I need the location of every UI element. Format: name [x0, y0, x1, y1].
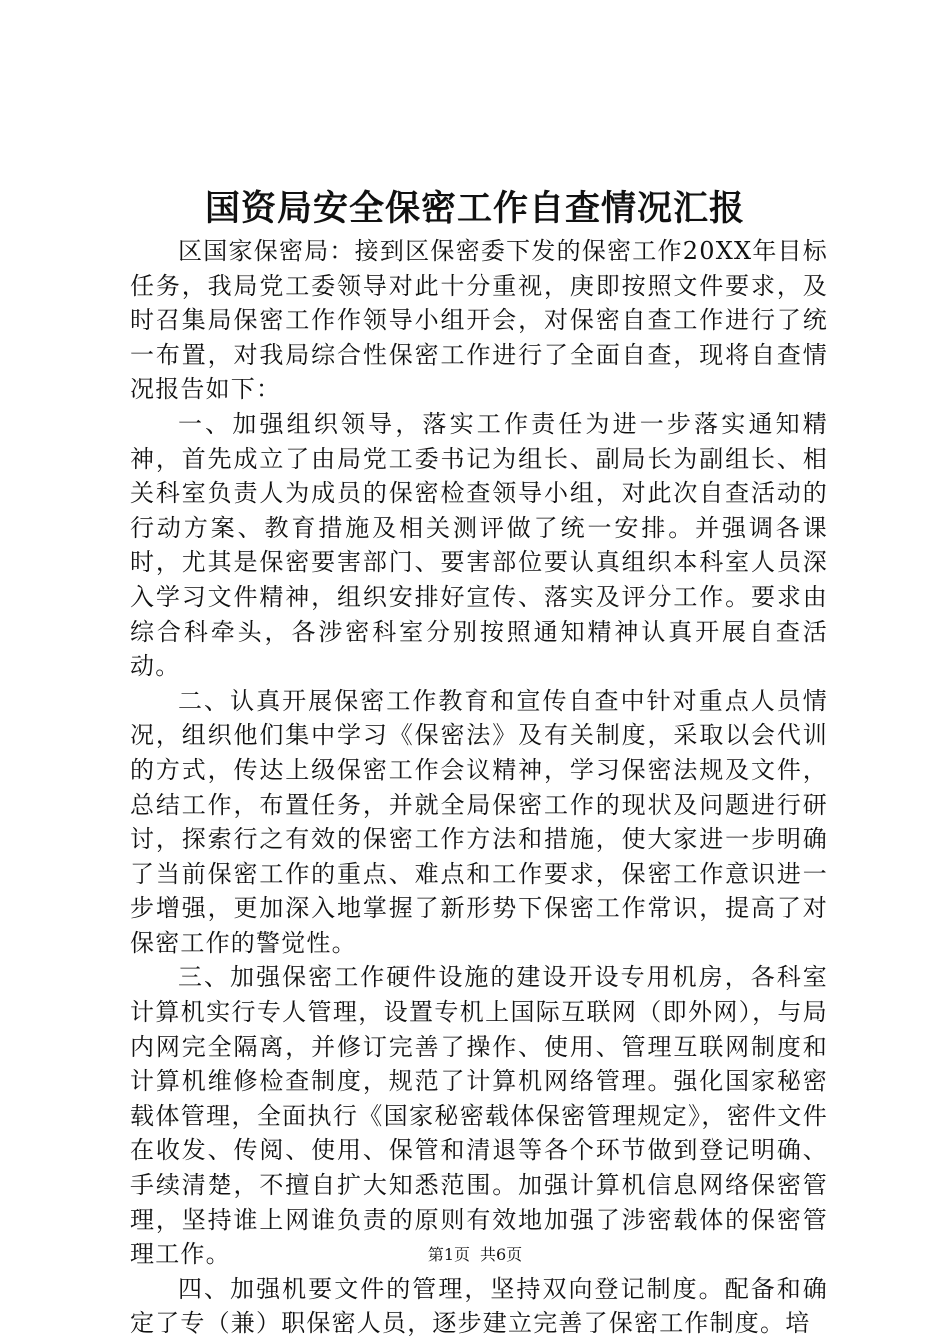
paragraph-section-4: 四、加强机要文件的管理，坚持双向登记制度。配备和确定了专（兼）职保密人员，逐步建立完善了保密工作制度。培	[130, 1274, 828, 1338]
page-total: 共6页	[480, 1245, 523, 1264]
document-body	[130, 234, 828, 1341]
paragraph-section-2: 二、认真开展保密工作教育和宣传自查中针对重点人员情况，组织他们集中学习《保密法》及有关制度，采取以会代训的方式，传达上级保密工作会议精神，学习保密法规及文件，总结工作，布置任务，并就全局保密工作的现状及问题进行研讨，探索行之有效的保密工作方法和措施，使大家进一步明确了当前保密工作的重点、难点和工作要求，保密工作意识进一步增强，更加深入地掌握了新形势下保密工作常识，提高了对保密工作的警觉性。	[130, 686, 828, 957]
paragraph-section-3: 三、加强保密工作硬件设施的建设开设专用机房，各科室计算机实行专人管理，设置专机上国际互联网（即外网），与局内网完全隔离，并修订完善了操作、使用、管理互联网制度和计算机维修检查制度，规范了计算机网络管理。强化国家秘密载体管理，全面执行《国家秘密载体保密管理规定》，密件文件在收发、传阅、使用、保管和清退等各个环节做到登记明确、手续清楚，不擅自扩大知悉范围。加强计算机信息网络保密管理，坚持谁上网谁负责的原则有效地加强了涉密载体的保密管理工作。	[130, 963, 828, 1269]
page-footer	[0, 1244, 950, 1266]
paragraph-intro: 区国家保密局：接到区保密委下发的保密工作20XX年目标任务，我局党工委领导对此十分重视，庚即按照文件要求，及时召集局保密工作作领导小组开会，对保密自查工作进行了统一布置，对我局综合性保密工作进行了全面自查，现将自查情况报告如下：	[130, 237, 828, 404]
document-title: 国资局安全保密工作自查情况汇报	[204, 188, 745, 229]
paragraph-section-1: 一、加强组织领导，落实工作责任为进一步落实通知精神，首先成立了由局党工委书记为组长、副局长为副组长、相关科室负责人为成员的保密检查领导小组，对此次自查活动的行动方案、教育措施及相关测评做了统一安排。并强调各课时，尤其是保密要害部门、要害部位要认真组织本科室人员深入学习文件精神，组织安排好宣传、落实及评分工作。要求由综合科牵头，各涉密科室分别按照通知精神认真开展自查活动。	[130, 409, 828, 681]
page-number: 第1页	[427, 1245, 470, 1264]
